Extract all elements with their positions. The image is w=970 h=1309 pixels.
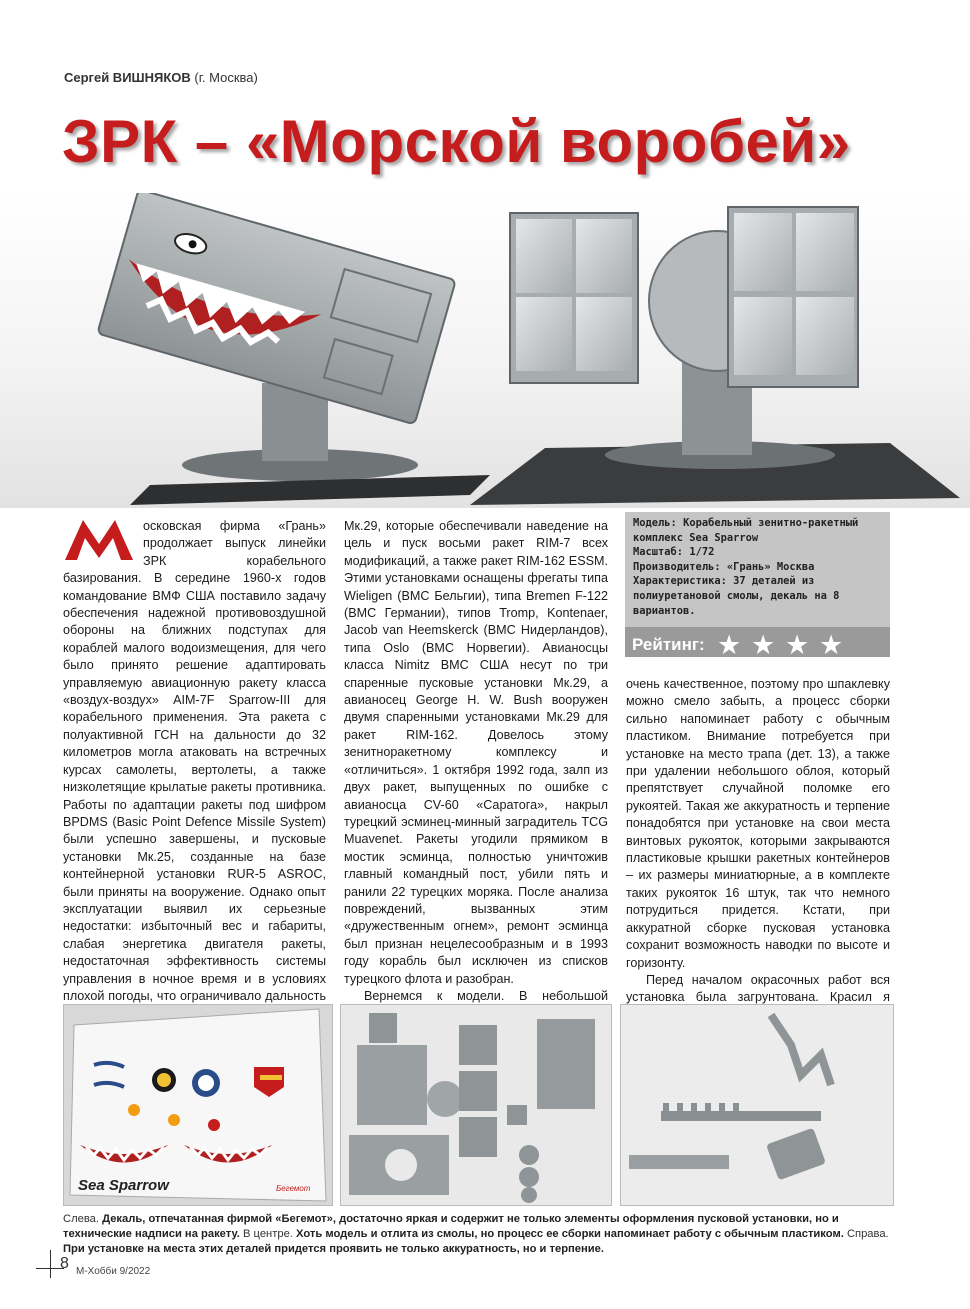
spec-label: Характеристика: [633,575,727,588]
journal-issue: М-Хобби 9/2022 [76,1266,151,1277]
caption-center-text: Хоть модель и отлита из смолы, но процесс ее сборки напоминает работу с обычным пластиком. [296,1228,844,1240]
star-icon: ★ [717,630,742,657]
photo-caption [63,1212,893,1257]
author-city: (г. Москва) [194,70,258,85]
rating-bar [625,627,890,657]
caption-right-label: Справа. [846,1228,889,1240]
caption-left-text: Декаль, отпечатанная фирмой «Бегемот», достаточно яркая и содержит не только элементы оформления пусковой установки, но и технические надписи на ракету. [63,1213,839,1240]
maker-value: «Грань» Москва [726,560,815,573]
text-column-2 [344,518,608,1075]
drop-cap-m [63,518,135,562]
spec-value: 37 деталей из полиуретановой смолы, декаль на 8 вариантов. [633,575,840,617]
star-icon: ★ [819,630,844,657]
star-icon: ★ [751,630,776,657]
paragraph: Перед началом окрасочных работ вся установка была загрунтована. Красил я [626,972,890,1005]
byline [64,70,258,85]
caption-right-text: При установке на места этих деталей придется проявить не только аккуратность, но и терпение. [63,1243,604,1255]
star-icon: ★ [785,630,810,657]
model-label: Модель: [633,517,677,529]
paragraph: Вернемся к модели. В небольшой [364,988,608,1003]
paragraph: Мк.29, которые обеспечивали наведение на цель и пуск восьми ракет RIM-7 всех модификаций, а также ракет RIM-162 ESSM. Этими установками оснащены фрегаты типа Wieligen (ВМС Бельгии), типа Bremen F-122 (ВМС Германии), типов Tromp, Kontenaer, Jacob van Heemskerck (ВМС Нидерландов), типа Oslo (ВМС Норвегии). Авианосцы класса Nimitz ВМС США несут по три спаренные пусковые установки Мк.29, а авианосец George H. W. Bush вооружен двумя спаренными установками Мк.29 для ракет RIM-162. Довелось этому зенитноракетному комплексу и «отличиться». 1 октября 1992 года, залп из двух ракет, выпущенных по ошибке с авианосца CV-60 «Саратога», накрыл турецкий эсминец-минный заградитель TCG Muavenet. Ракеты угодили прямиком в мостик эсминца, полностью уничтожив главный командный пост, убили пять и ранили 22 турецких моряка. После анализа повреждений, вызванных этим «дружественным огнем», ремонт эсминца был признан нецелесообразным и в 1993 году корабль был исключен из списков турецкого флота и разобран. [344,519,608,986]
caption-left-label: Слева. [63,1213,99,1225]
crop-mark-vertical [50,1250,51,1278]
text-column-3 [626,676,890,1042]
paragraph: очень качественное, поэтому про шпаклевку можно смело забыть, а процесс сборки сильно напоминает работу с обычным пластиком. Внимание потребуется при установке на место трапа (дет. 13), а также при удалении небольшого облоя, который препятствует случайной поломке его рукоятей. Такая же аккуратность и терпение понадобятся при установке на свои места винтовых рукояток, которыми закрываются пластиковые крышки ракетных контейнеров – их размеры миниатюрные, а в комплекте таких рукояток 16 штук, так что немного потрудиться придется. Кстати, при аккуратной сборке пусковая установка сохранит возможность наводки по высоте и горизонту. [626,677,890,970]
rating-label: Рейтинг: [632,635,705,654]
paragraph: осковская фирма «Грань» продолжает выпуск линейки ЗРК корабельного базирования. В середине 1960-х годов командование ВМФ США поставило задачу обеспечения надежной противовоздушной обороны на ближних подступах для кораблей малого водоизмещения, для чего было принято решение адаптировать управляемую авиационную ракету класса «воздух-воздух» AIM-7F Sparrow-III для корабельного применения. Эта ракета с полуактивной ГСН на дальности до 32 километров могла атаковать на встречных курсах самолеты, вертолеты, а также низколетящие крылатые ракеты противника. Работы по адаптации ракеты под шифром BPDMS (Basic Point Defence Missile System) были успешно завершены, и пусковые установки Мк.25, созданные на базе контейнерной установки RUR-5 ASROC, были приняты на вооружение. Однако опыт эксплуатации выявил их серьезные недостатки: избыточный вес и габариты, слабая энергетика двигателя ракеты, недостаточная эффективность системы управления в ночное время и в условиях плохой погоды, что ограничивало дальность [63,519,326,1003]
hero-illustration [0,193,970,508]
small-parts-illustration [621,1005,893,1205]
author-name: Сергей ВИШНЯКОВ [64,70,191,85]
right-right-container [728,207,858,387]
right-left-container [510,213,638,383]
model-value: Корабельный зенитно-ракетный комплекс Sea Sparrow [633,517,859,544]
decal-sheet-illustration [64,1005,332,1205]
hero-photo [0,193,970,508]
decal-brand: Бегемот [276,1184,311,1193]
photo-resin-parts [340,1004,612,1206]
scale-value: 1/72 [689,546,715,559]
scale-label: Масштаб: [633,546,684,559]
photo-decal-sheet [63,1004,333,1206]
photo-small-parts [620,1004,894,1206]
article-title: ЗРК – «Морской воробей» [62,108,851,175]
page-number: 8 [60,1255,69,1272]
kit-info-text [633,516,883,618]
resin-parts-illustration [341,1005,611,1205]
maker-label: Производитель: [633,560,721,573]
caption-center-label: В центре. [242,1228,293,1240]
decal-sheet-name: Sea Sparrow [78,1177,169,1194]
text-column-1 [63,518,326,1075]
kit-info-box [625,512,890,657]
